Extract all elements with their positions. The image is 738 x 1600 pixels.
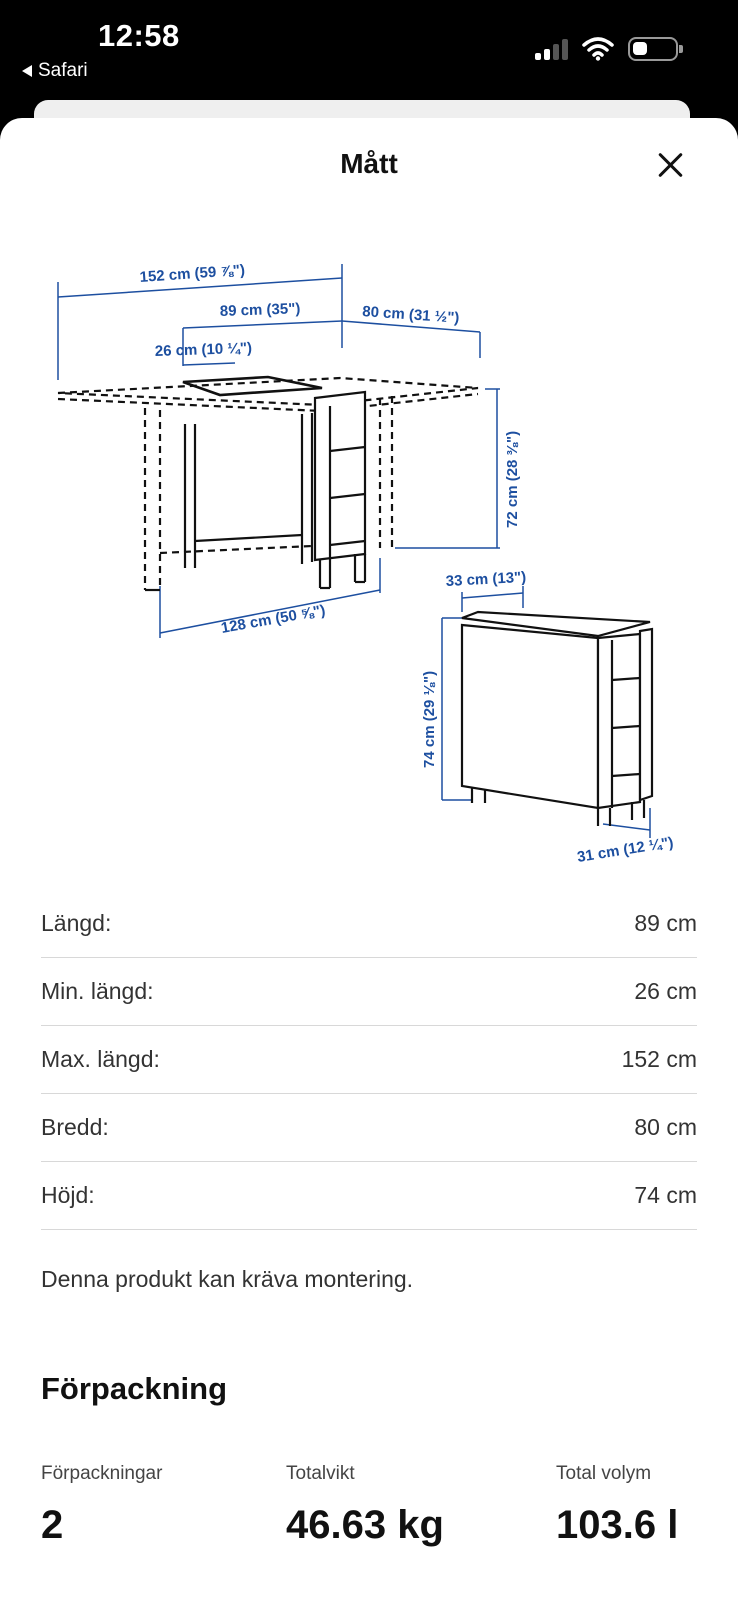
system-icons [535, 34, 678, 64]
spec-row-length [41, 890, 697, 958]
spec-row-max-length [41, 1026, 697, 1094]
spec-label: Min. längd: [41, 978, 154, 1004]
dim-label-folded-width: 33 cm (13") [445, 568, 527, 590]
dim-label-top-length: 89 cm (35") [219, 300, 301, 320]
dimensions-list [41, 890, 697, 1230]
spec-value: 26 cm [634, 978, 697, 1004]
expanded-table-illustration [58, 377, 478, 590]
spec-row-min-length [41, 958, 697, 1026]
spec-value: 89 cm [634, 910, 697, 936]
spec-value: 74 cm [634, 1182, 697, 1208]
assembly-note: Denna produkt kan kräva montering. [41, 1266, 414, 1292]
packaging-title: Förpackning [41, 1371, 228, 1406]
spec-label: Höjd: [41, 1182, 95, 1208]
close-button[interactable] [654, 148, 688, 182]
spec-row-width [41, 1094, 697, 1162]
dimensions-sheet [0, 118, 738, 1600]
status-bar [0, 0, 738, 100]
dim-label-min-length: 26 cm (10 ¼") [154, 339, 253, 360]
packages-label: Förpackningar [41, 1463, 163, 1484]
packages-value: 2 [41, 1503, 64, 1547]
spec-row-height [41, 1162, 697, 1230]
spec-label: Längd: [41, 910, 112, 936]
status-time: 12:58 [98, 18, 180, 53]
volume-value: 103.6 l [556, 1503, 679, 1547]
volume-stat [556, 1463, 678, 1548]
battery-icon [628, 37, 678, 61]
wifi-icon [582, 37, 614, 61]
sheet-title: Mått [340, 148, 398, 179]
spec-value: 152 cm [621, 1046, 697, 1072]
folded-table-illustration [462, 612, 652, 826]
dim-label-height: 72 cm (28 ⅜") [504, 430, 521, 528]
spec-label: Bredd: [41, 1114, 109, 1140]
back-to-safari-link[interactable] [22, 60, 88, 82]
back-app-label: Safari [38, 60, 88, 81]
dim-label-leaf-width: 80 cm (31 ½") [361, 303, 460, 327]
spec-value: 80 cm [634, 1114, 697, 1140]
spec-label: Max. längd: [41, 1046, 160, 1072]
dim-label-base-length: 128 cm (50 ⅝") [219, 601, 327, 637]
packages-stat [41, 1463, 162, 1548]
dim-label-folded-depth: 31 cm (12 ¼") [575, 833, 675, 866]
cellular-signal-icon [535, 38, 568, 60]
weight-label: Totalvikt [286, 1463, 355, 1484]
back-arrow-icon [22, 65, 32, 77]
weight-stat [286, 1463, 444, 1548]
volume-label: Total volym [556, 1463, 652, 1484]
weight-value: 46.63 kg [286, 1503, 444, 1547]
dim-label-total-length: 152 cm (59 ⅞") [139, 261, 246, 286]
dim-label-folded-height: 74 cm (29 ⅛") [421, 670, 438, 768]
